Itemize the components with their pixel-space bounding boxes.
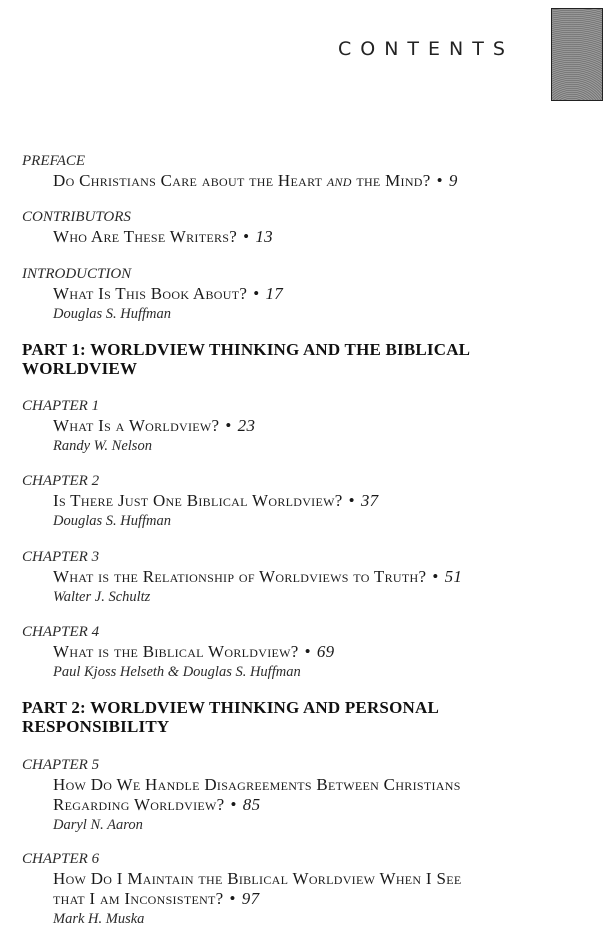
entry-author: Randy W. Nelson <box>53 438 152 454</box>
entry-author: Daryl N. Aaron <box>53 817 143 833</box>
toc-entry-introduction[interactable] <box>22 265 592 323</box>
title-text: What Is This Book About? <box>53 284 248 303</box>
toc-entry-chapter-3[interactable] <box>22 548 592 606</box>
entry-label: PREFACE <box>22 153 86 169</box>
toc-entry-chapter-6[interactable] <box>22 850 592 928</box>
title-text: What Is a Worldview? <box>53 416 220 435</box>
entry-label: CHAPTER 2 <box>22 473 100 489</box>
entry-author: Mark H. Muska <box>53 911 145 927</box>
part-heading-2[interactable] <box>22 698 522 736</box>
entry-author: Douglas S. Huffman <box>53 306 172 322</box>
bullet-separator: • <box>229 889 236 908</box>
page-number: 37 <box>360 491 379 510</box>
bullet-separator: • <box>348 491 355 510</box>
entry-label: CHAPTER 6 <box>22 851 100 867</box>
title-line: How Do We Handle Disagreements Between Christians <box>53 775 461 794</box>
title-emphasis: and <box>326 171 352 190</box>
part-heading-line: PART 2: WORLDVIEW THINKING AND PERSONAL <box>22 698 440 717</box>
title-text: What is the Relationship of Worldviews to Truth? <box>53 567 427 586</box>
bullet-separator: • <box>432 567 439 586</box>
part-heading-line: PART 1: WORLDVIEW THINKING AND THE BIBLICAL <box>22 340 471 359</box>
entry-title[interactable] <box>53 227 592 247</box>
title-text: Who Are These Writers? <box>53 227 238 246</box>
entry-author: Paul Kjoss Helseth & Douglas S. Huffman <box>53 664 301 680</box>
toc-entry-preface[interactable] <box>22 152 592 191</box>
toc-entry-contributors[interactable] <box>22 208 592 247</box>
toc-entry-chapter-1[interactable] <box>22 397 592 455</box>
title-text: the Mind? <box>356 171 431 190</box>
part-heading-line: RESPONSIBILITY <box>22 717 170 736</box>
entry-label: CONTRIBUTORS <box>22 209 131 225</box>
entry-title[interactable] <box>53 416 592 436</box>
entry-title[interactable] <box>53 642 592 662</box>
entry-label: CHAPTER 5 <box>22 757 100 773</box>
decorative-ornament <box>551 8 603 101</box>
page-number: 51 <box>444 567 463 586</box>
entry-title[interactable] <box>53 284 592 304</box>
toc-entry-chapter-4[interactable] <box>22 623 592 681</box>
entry-label: INTRODUCTION <box>22 266 132 282</box>
title-text: What is the Biblical Worldview? <box>53 642 299 661</box>
page-number: 85 <box>242 795 261 814</box>
toc-entry-chapter-2[interactable] <box>22 472 592 530</box>
bullet-separator: • <box>436 171 443 190</box>
part-heading-line: WORLDVIEW <box>22 359 138 378</box>
title-text: Regarding Worldview? <box>53 795 225 814</box>
title-text: that I am Inconsistent? <box>53 889 224 908</box>
bullet-separator: • <box>304 642 311 661</box>
title-line <box>53 889 592 909</box>
page-number: 23 <box>237 416 256 435</box>
bullet-separator: • <box>253 284 260 303</box>
bullet-separator: • <box>225 416 232 435</box>
toc-entry-chapter-5[interactable] <box>22 756 592 834</box>
entry-label: CHAPTER 4 <box>22 624 100 640</box>
entry-title[interactable] <box>53 491 592 511</box>
entry-author: Douglas S. Huffman <box>53 513 172 529</box>
bullet-separator: • <box>243 227 250 246</box>
entry-title[interactable] <box>53 775 592 815</box>
page-number: 13 <box>255 227 273 246</box>
title-line: How Do I Maintain the Biblical Worldview When I See <box>53 869 462 888</box>
entry-label: CHAPTER 3 <box>22 549 100 565</box>
entry-label: CHAPTER 1 <box>22 398 100 414</box>
contents-heading: CONTENTS <box>338 38 514 60</box>
title-text: Do Christians Care about the Heart <box>53 171 323 190</box>
page-number: 97 <box>241 889 260 908</box>
entry-title[interactable] <box>53 171 592 191</box>
title-line <box>53 795 592 815</box>
bullet-separator: • <box>230 795 237 814</box>
entry-author: Walter J. Schultz <box>53 589 151 605</box>
page-number: 17 <box>265 284 284 303</box>
part-heading-1[interactable] <box>22 340 522 378</box>
entry-title[interactable] <box>53 869 592 909</box>
page-number: 69 <box>316 642 335 661</box>
page-number: 9 <box>448 171 458 190</box>
title-text: Is There Just One Biblical Worldview? <box>53 491 343 510</box>
entry-title[interactable] <box>53 567 592 587</box>
